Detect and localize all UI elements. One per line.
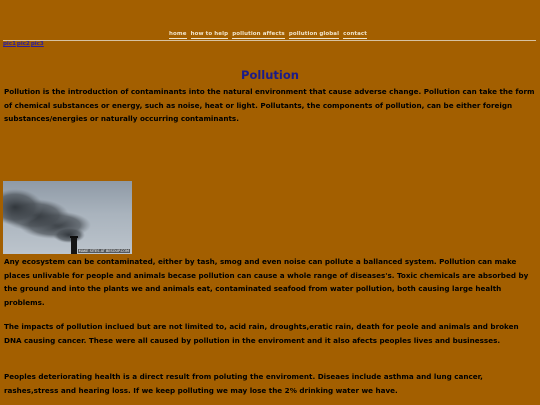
health-paragraph: Peoples deteriorating health is a direct result from poluting the enviroment. Diseaes include asthma and lung cancer, rashes,stress and hearing loss. If we keep polluting we may lose the 2% drinking water we have.	[4, 372, 483, 395]
nav-pollution-affects-link[interactable]: pollution affects	[232, 31, 285, 37]
image-caption: MAKE SITES AT BESOUP.COM	[78, 249, 129, 253]
intro-paragraph: Pollution is the introduction of contaminants into the natural environment that cause adverse change. Pollution can take the form of chemical substances or energy, such as noise, heat or light. Pollutants, the components of pollution, can be either foreign substances/energies or naturally occurring contaminants.	[4, 87, 535, 123]
smokestack-illustration	[3, 181, 132, 254]
ecosystem-paragraph: Any ecosystem can be contaminated, either by tash, smog and even noise can pollute a ballanced system. Pollution can make places unlivable for people and animals becase pollution can cause a whole range of diseases's. Toxic chemicals are absorbed by the ground and into the plants we and animals eat, contaminated seafood from water pollution, both causing large health problems.	[4, 257, 529, 307]
nav-pollution-global-link[interactable]: pollution global	[288, 31, 340, 37]
picture-links	[3, 41, 45, 47]
smokestack-photo	[3, 181, 132, 254]
nav-contact-link[interactable]: contact	[343, 31, 367, 37]
pic2-link[interactable]: pic2	[16, 41, 30, 47]
page-title: Pollution	[241, 68, 299, 82]
header-divider	[3, 40, 536, 41]
nav-home-link[interactable]: home	[169, 31, 187, 37]
impacts-paragraph: The impacts of pollution inclued but are not limited to, acid rain, droughts,eratic rain, death for peole and animals and broken DNA causing cancer. These were all caused by pollution in the enviroment and it also afects peoples lives and businesses.	[4, 322, 519, 345]
pic1-link[interactable]: pic1	[3, 41, 16, 47]
pic3-link[interactable]: pic3	[30, 41, 44, 47]
nav-how-to-help-link[interactable]: how to help	[190, 31, 229, 37]
top-nav	[0, 31, 536, 37]
